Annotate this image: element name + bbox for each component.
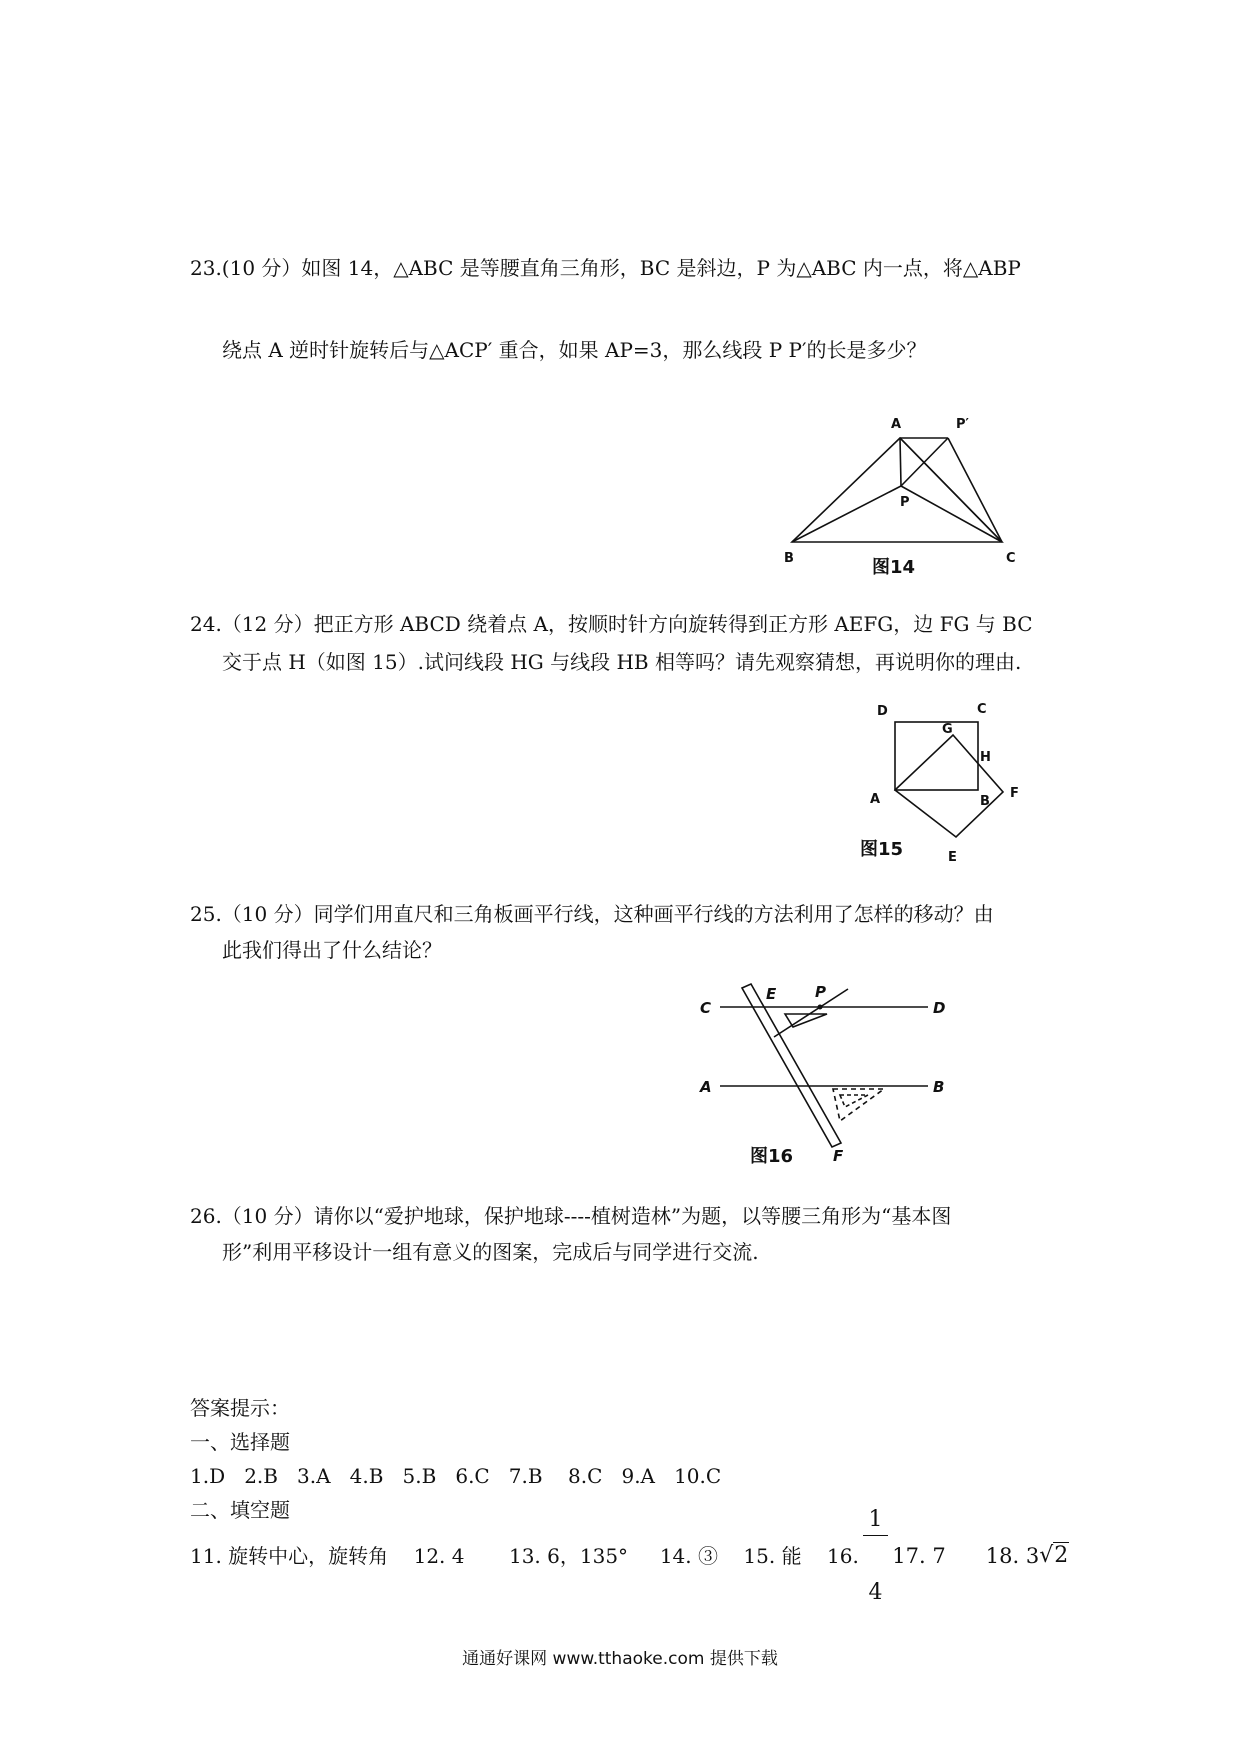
page-footer: 通通好课网 www.tthaoke.com 提供下载 xyxy=(462,1649,778,1669)
label-p: P xyxy=(900,495,910,510)
q23-line2: 绕点 A 逆时针旋转后与△ACP′ 重合，如果 AP=3，那么线段 P P′的长是多少？ xyxy=(222,338,927,362)
answers-section1: 一、选择题 xyxy=(190,1430,290,1454)
answers-choices: 1.D 2.B 3.A 4.B 5.B 6.C 7.B 8.C 9.A 10.C xyxy=(190,1464,722,1488)
label-b: B xyxy=(980,794,990,809)
sqrt-two: √2 xyxy=(1039,1543,1069,1568)
label-a: A xyxy=(870,792,881,807)
q26-line2: 形”利用平移设计一组有意义的图案，完成后与同学进行交流. xyxy=(222,1240,759,1264)
label-h: H xyxy=(980,750,991,765)
sqrt-radicand: 2 xyxy=(1054,1543,1069,1568)
label-e: E xyxy=(766,985,777,1003)
label-f: F xyxy=(1010,786,1019,801)
label-c: C xyxy=(977,702,987,717)
square-abcd xyxy=(895,722,978,790)
ruler xyxy=(742,984,841,1147)
label-d: D xyxy=(933,999,946,1017)
q23-line1: 23.(10 分）如图 14，△ABC 是等腰直角三角形，BC 是斜边，P 为△ABC 内一点，将△ABP xyxy=(190,256,1021,280)
q24-line1: 24.（12 分）把正方形 ABCD 绕着点 A，按顺时针方向旋转得到正方形 AEFG，边 FG 与 BC xyxy=(190,612,1033,636)
q24-line2: 交于点 H（如图 15）.试问线段 HG 与线段 HB 相等吗？请先观察猜想，再说明你的理由. xyxy=(222,650,1022,674)
answers-fill-part2: 17. 7 18. 3 xyxy=(892,1543,1040,1568)
label-f: F xyxy=(833,1147,844,1165)
label-g: G xyxy=(942,722,953,737)
label-c: C xyxy=(700,999,712,1017)
figure-14 xyxy=(780,410,1040,585)
label-p: P xyxy=(815,983,826,1001)
label-p-prime: P′ xyxy=(956,417,969,432)
set-square-bottom xyxy=(833,1089,884,1121)
label-a: A xyxy=(891,417,902,432)
label-e: E xyxy=(948,850,957,865)
label-a: A xyxy=(700,1078,712,1096)
figure-16-caption: 图16 xyxy=(750,1146,794,1167)
figure-15 xyxy=(860,695,1040,875)
fraction-numerator: 1 xyxy=(863,1509,888,1536)
answers-section2: 二、填空题 xyxy=(190,1498,290,1522)
figure-16 xyxy=(690,975,980,1170)
fraction-one-quarter xyxy=(863,1469,888,1644)
answers-heading: 答案提示： xyxy=(190,1396,290,1420)
label-b: B xyxy=(933,1078,945,1096)
figure-15-caption: 图15 xyxy=(860,839,904,860)
figure-14-caption: 图14 xyxy=(872,557,916,578)
label-d: D xyxy=(877,704,888,719)
q25-line1: 25.（10 分）同学们用直尺和三角板画平行线，这种画平行线的方法利用了怎样的移动？由 xyxy=(190,902,994,926)
fraction-denominator: 4 xyxy=(868,1579,883,1605)
q25-line2: 此我们得出了什么结论？ xyxy=(222,938,442,962)
answers-fill-part1: 11. 旋转中心，旋转角 12. 4 13. 6，135° 14. ③ 15. 能 16. xyxy=(190,1544,859,1568)
label-b: B xyxy=(784,551,794,566)
label-c: C xyxy=(1006,551,1016,566)
q26-line1: 26.（10 分）请你以“爱护地球，保护地球----植树造林”为题，以等腰三角形为“基本图 xyxy=(190,1204,952,1228)
